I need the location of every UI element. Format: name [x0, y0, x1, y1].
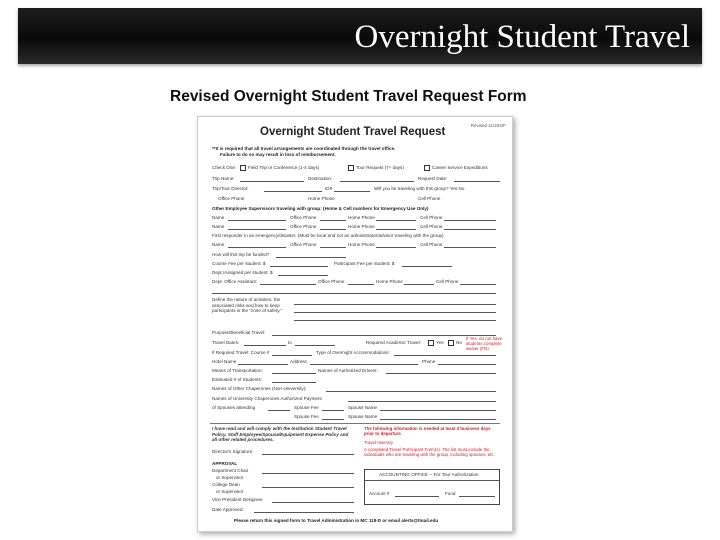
- required-item-2: A completed Travel Participant Form(s). The list must include the individuals who are traveling with the group, including spouses, etc.: [364, 447, 495, 458]
- spouse-name-label: Spouse Name: [348, 405, 378, 410]
- spouses-line-1-fill: [348, 401, 496, 402]
- following-info-note: The following information is needed at least 3 business days prior to departure: [364, 426, 491, 437]
- director-signature-label: Director's Signature:: [212, 449, 254, 454]
- academic-yes-checkbox: [428, 340, 434, 346]
- participant-fee-line: [402, 266, 452, 267]
- transportation-line: [272, 373, 316, 374]
- spouses-count-line: [268, 410, 290, 411]
- revised-date: Revised 11/2020*: [470, 123, 506, 128]
- form-document-image: [197, 116, 513, 532]
- academic-no: No: [456, 340, 462, 345]
- supervisor-2-cell: Cell Phone: [420, 224, 443, 229]
- spouse-name-line: [380, 410, 496, 411]
- id-line: [334, 191, 370, 192]
- checkbox-career: [424, 165, 430, 171]
- participant-fee-label: Participant Fee per student: $: [334, 261, 395, 266]
- form-title: Overnight Student Travel Request: [260, 126, 446, 138]
- spouse-fee-label: Spouse Fee: [294, 405, 319, 410]
- dept-chair-label: Department Chair: [212, 468, 249, 473]
- other-supervisors-heading: Other Employee Supervisors traveling with group: (Home & Cell numbers for Emergency Use Only): [212, 206, 429, 211]
- travel-date-from-line: [244, 345, 286, 346]
- dept-office-asst-label: Dept. Office Assistant:: [212, 279, 258, 284]
- purpose-label: Purpose/Beneficial Travel:: [212, 330, 266, 335]
- nature-line-3: [294, 320, 496, 321]
- vp-designee-label: Vice President Designee:: [212, 497, 264, 502]
- supervisor-2-office-line: [320, 229, 346, 230]
- purpose-line: [272, 335, 496, 336]
- account-no-line: [395, 496, 439, 497]
- title-banner: [18, 8, 702, 64]
- check-one-label: Check One:: [212, 165, 237, 170]
- dept-home-phone-line: [404, 284, 434, 285]
- college-dean-label: College Dean: [212, 482, 240, 487]
- supervisor-2-name: Name: [212, 224, 225, 229]
- spouse-fee-line: [322, 410, 344, 411]
- office-phone-label: Office Phone: [218, 196, 245, 201]
- accounting-heading: ACCOUNTING OFFICE -- For Tour Authorization: [379, 472, 479, 477]
- responder-office-line: [320, 247, 346, 248]
- phone-line: [438, 364, 496, 365]
- college-dean-line: [262, 487, 354, 488]
- blank-line-1: [212, 293, 496, 294]
- trip-director-label: Trip/Tour Director:: [212, 186, 249, 191]
- registration-fee-label: Dept./Assigned per student: $: [212, 270, 273, 275]
- notice-line-2: Failure to do so may result in loss of reimbursement.: [220, 152, 336, 157]
- define-nature-label: Define the nature of activities, the associated risks and how to keep participants in the "zone of safety.": [212, 297, 283, 313]
- trip-name-label: Trip Name:: [212, 176, 235, 181]
- responder-name: Name: [212, 242, 225, 247]
- hotel-name-line: [238, 364, 288, 365]
- date-approved-label: Date Approved:: [212, 507, 244, 512]
- supervisor-1-home-line: [376, 220, 416, 221]
- section-divider: [210, 423, 500, 424]
- supervisor-2-office: Office Phone: [290, 224, 317, 229]
- non-university-label: Names of Other Chaperones (Non-University):: [212, 386, 307, 391]
- responder-home: Home Phone: [348, 242, 375, 247]
- dept-cell-phone: Cell Phone: [436, 279, 459, 284]
- transportation-label: Means of Transportation:: [212, 368, 263, 373]
- slide-title: Overnight Student Travel: [354, 19, 690, 55]
- destination-label: Destination:: [308, 176, 333, 181]
- option-career: Career Service Expeditions: [432, 165, 488, 170]
- nature-line-1: [294, 304, 496, 305]
- academic-red-note: If Yes, do not have students complete waiver (FN): [466, 336, 503, 351]
- authorized-drivers-line: [386, 373, 496, 374]
- accommodations-label: Type of Overnight Accommodations:: [316, 350, 390, 355]
- checkbox-field-trip: [240, 165, 246, 171]
- academic-travel-label: Required Academic Travel:: [366, 340, 421, 345]
- academic-no-checkbox: [448, 340, 454, 346]
- supervisor-1-office-line: [320, 220, 346, 221]
- dept-cell-phone-line: [460, 284, 496, 285]
- course-fee-line: [270, 266, 328, 267]
- est-students-line: [272, 382, 316, 383]
- request-date-line: [454, 181, 500, 182]
- spouses-line-1: Names of University Chaperones Authorized Payment: [212, 396, 322, 401]
- or-supervisor-2: or Supervisor: [216, 489, 244, 494]
- fund-label: Fund: [445, 491, 456, 496]
- phone-label: Phone: [422, 359, 436, 364]
- trip-name-line: [240, 181, 304, 182]
- responder-cell: Cell Phone: [420, 242, 443, 247]
- course-no-line: [272, 355, 312, 356]
- required-item-1: Travel Itinerary: [364, 440, 394, 445]
- course-no-label: If Required Travel: Course #: [212, 350, 270, 355]
- supervisor-1-office: Office Phone: [290, 215, 317, 220]
- non-university-line: [326, 391, 496, 392]
- spouse-name-line-2: [380, 419, 496, 420]
- est-students-label: Estimated # of Students:: [212, 377, 263, 382]
- spouse-name-label-2: Spouse Name: [348, 414, 378, 419]
- return-note: Please return this signed form to Travel Administration in MC 118-D or email alerts@tmail.edu: [234, 518, 439, 523]
- dept-office-asst-line: [260, 284, 316, 285]
- supervisor-1-home: Home Phone: [348, 215, 375, 220]
- funded-label: How will this trip be funded?: [212, 252, 270, 257]
- accounting-box: [364, 469, 500, 505]
- date-approved-line: [254, 512, 354, 513]
- registration-fee-line: [278, 275, 328, 276]
- trip-director-line: [264, 191, 322, 192]
- cell-phone-label: Cell Phone: [418, 196, 441, 201]
- spouse-fee-label-2: Spouse Fee: [294, 414, 319, 419]
- supervisor-1-cell: Cell Phone: [420, 215, 443, 220]
- supervisor-1-name-line: [228, 220, 286, 221]
- vp-designee-line: [272, 502, 354, 503]
- travel-date-to-line: [295, 345, 335, 346]
- request-date-label: Request Date:: [418, 176, 448, 181]
- emergency-note: First responder in an emergency/disaster. (Must be local and not an administrator/advisor traveling with the group): [212, 233, 444, 238]
- supervisor-1-name: Name: [212, 215, 225, 220]
- spouses-line-2: of Spouses attending: [212, 405, 256, 410]
- traveling-with-group: Will you be traveling with this group? Yes No: [374, 186, 465, 191]
- spouse-fee-line-2: [322, 419, 344, 420]
- supervisor-2-name-line: [228, 229, 286, 230]
- dept-home-phone: Home Phone: [376, 279, 403, 284]
- responder-home-line: [376, 247, 416, 248]
- address-label: Address: [290, 359, 307, 364]
- checkbox-tour: [348, 165, 354, 171]
- notice-line-1: **It is required that all travel arrangements are coordinated through the travel office.: [212, 146, 396, 151]
- authorized-drivers-label: Names of Authorized Drivers:: [318, 368, 378, 373]
- funded-line: [276, 257, 346, 258]
- accounting-rule: [365, 480, 499, 481]
- dept-office-phone-line: [348, 284, 374, 285]
- dept-office-phone: Office Phone: [318, 279, 345, 284]
- supervisor-2-home: Home Phone: [348, 224, 375, 229]
- home-phone-label: Home Phone: [308, 196, 335, 201]
- to-label: to: [288, 340, 292, 345]
- course-fee-label: Course Fee per student: $: [212, 261, 266, 266]
- accommodations-line: [394, 355, 496, 356]
- or-supervisor-1: or Supervisor: [216, 475, 244, 480]
- supervisor-2-home-line: [376, 229, 416, 230]
- policy-statement: I have read and will comply with the Institution Student Travel Policy, Staff Employee/Spouse/Equipment Expense Policy and all other related procedures.: [212, 426, 349, 442]
- responder-cell-line: [444, 247, 496, 248]
- academic-yes: Yes: [436, 340, 444, 345]
- option-field-trip: Field Trip or Conference (1-4 days): [248, 165, 320, 170]
- responder-name-line: [228, 247, 286, 248]
- nature-line-2: [294, 312, 496, 313]
- address-line: [310, 364, 418, 365]
- option-tour: Tour Request (7+ days): [356, 165, 404, 170]
- supervisor-2-cell-line: [444, 229, 496, 230]
- hotel-name-label: Hotel Name: [212, 359, 237, 364]
- approval-heading: APPROVAL: [212, 461, 238, 466]
- id-label: ID#: [325, 186, 333, 191]
- slide-subtitle: Revised Overnight Student Travel Request Form: [170, 88, 527, 105]
- director-signature-line: [262, 454, 354, 455]
- travel-dates-label: Travel Dates:: [212, 340, 240, 345]
- destination-line: [340, 181, 414, 182]
- fund-line: [459, 496, 495, 497]
- dept-chair-line: [262, 473, 354, 474]
- account-no-label: Account #: [369, 491, 390, 496]
- supervisor-1-cell-line: [444, 220, 496, 221]
- responder-office: Office Phone: [290, 242, 317, 247]
